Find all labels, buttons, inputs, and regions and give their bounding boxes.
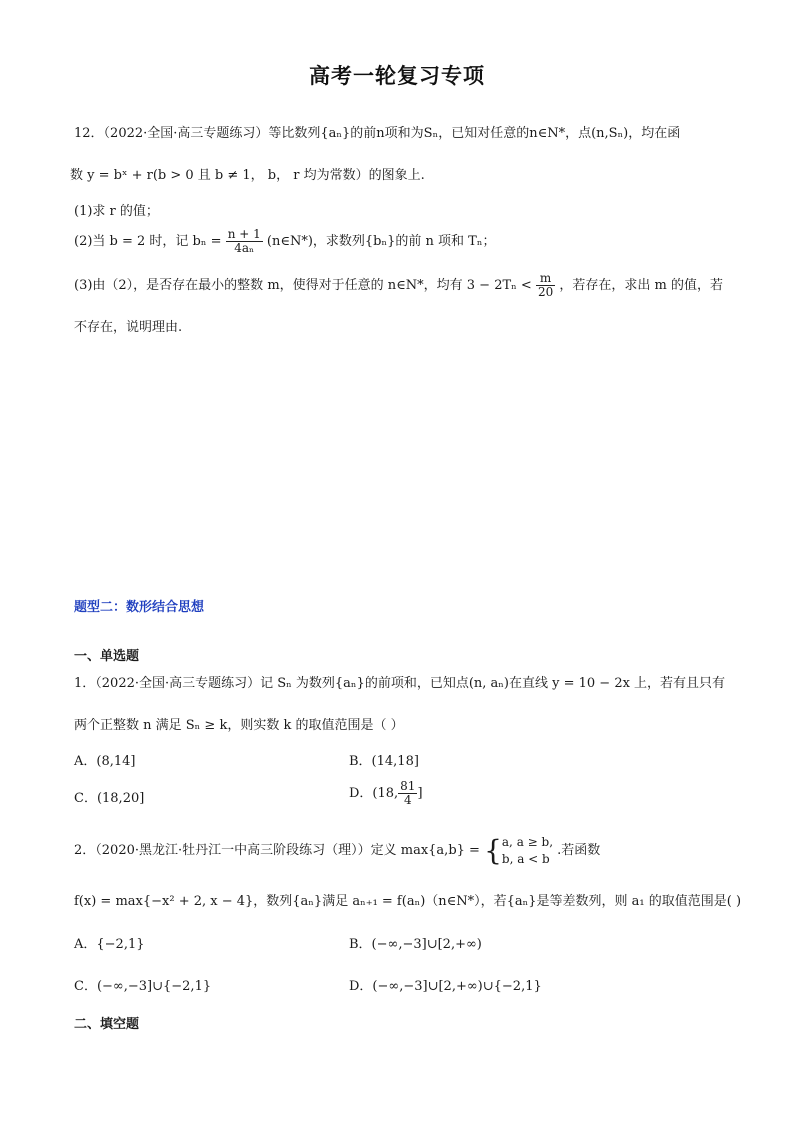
q1-option-d-text-a: D．(18, [349,786,399,802]
q12-line1: 12．（2022·全国·高三专题练习）等比数列{aₙ}的前n项和为Sₙ，已知对任意的n∈N*，点(n,Sₙ)，均在函 [74,126,681,141]
q2-case-1: a, a ≥ b, [501,835,554,850]
q1-option-d-text-b: ] [417,786,423,802]
q1-option-d[interactable] [349,780,423,807]
q1-option-c[interactable]: C．(18,20] [74,791,145,806]
subsection-heading-fill-blank: 二、填空题 [74,1017,140,1032]
q1-option-d-numerator: 81 [400,779,416,793]
q2-line2: f(x) = max{−x² + 2, x − 4}，数列{aₙ}满足 aₙ₊₁ = f(aₙ)（n∈N*），若{aₙ}是等差数列，则 a₁ 的取值范围是( ) [74,894,742,909]
q12-part2-fraction [226,228,263,255]
q1-option-d-denominator: 4 [403,793,412,808]
q2-option-d[interactable]: D．(−∞,−3]∪[2,+∞)∪{−2,1} [349,979,542,994]
q12-part3-cont: 不存在，说明理由. [74,320,183,335]
q1-line1: 1．（2022·全国·高三专题练习）记 Sₙ 为数列{aₙ}的前项和，已知点(n, aₙ)在直线 y = 10 − 2x 上，若有且只有 [74,676,726,691]
q12-part3 [74,272,734,299]
q12-part2-text-b: (n∈N*)，求数列{bₙ}的前 n 项和 Tₙ； [266,234,496,250]
q12-part1: (1)求 r 的值； [74,204,159,219]
page-title: 高考一轮复习专项 [309,64,485,88]
q2-piecewise [502,834,553,866]
q2-option-c[interactable]: C．(−∞,−3]∪{−2,1} [74,979,212,994]
section-heading: 题型二：数形结合思想 [74,600,205,615]
subsection-heading-single-choice: 一、单选题 [74,649,140,664]
q1-option-b[interactable]: B．(14,18] [349,754,419,769]
q12-part3-fraction [536,272,555,299]
q1-option-a[interactable]: A．(8,14] [74,754,136,769]
q12-part3-text-a: (3)由（2），是否存在最小的整数 m，使得对于任意的 n∈N*，均有 3 − 2Tₙ < [74,278,532,294]
q12-part2-numerator: n + 1 [227,227,261,241]
q12-part2-denominator: 4aₙ [234,241,255,256]
q1-line2: 两个正整数 n 满足 Sₙ ≥ k，则实数 k 的取值范围是（ ） [74,718,404,733]
q2-line1-text-b: .若函数 [557,843,601,858]
q12-part2-text-a: (2)当 b = 2 时，记 bₙ = [74,234,222,250]
q1-option-d-fraction [398,780,417,807]
q12-part2 [74,228,734,255]
q12-part3-numerator: m [536,272,555,286]
q2-line1-text-a: 2．（2020·黑龙江·牡丹江一中高三阶段练习（理））定义 max{a,b} = [74,843,480,858]
q12-part3-denominator: 20 [537,285,554,300]
left-brace: { [484,834,502,867]
q12-line2: 数 y = bˣ + r(b > 0 且 b ≠ 1， b， r 均为常数）的图象上. [70,168,425,183]
q2-line1 [74,834,734,867]
q2-option-b[interactable]: B．(−∞,−3]∪[2,+∞) [349,937,482,952]
q12-part3-text-b: ，若存在，求出 m 的值，若 [559,278,723,294]
q2-option-a[interactable]: A．{−2,1} [74,937,145,952]
q2-case-2: b, a < b [501,851,550,866]
